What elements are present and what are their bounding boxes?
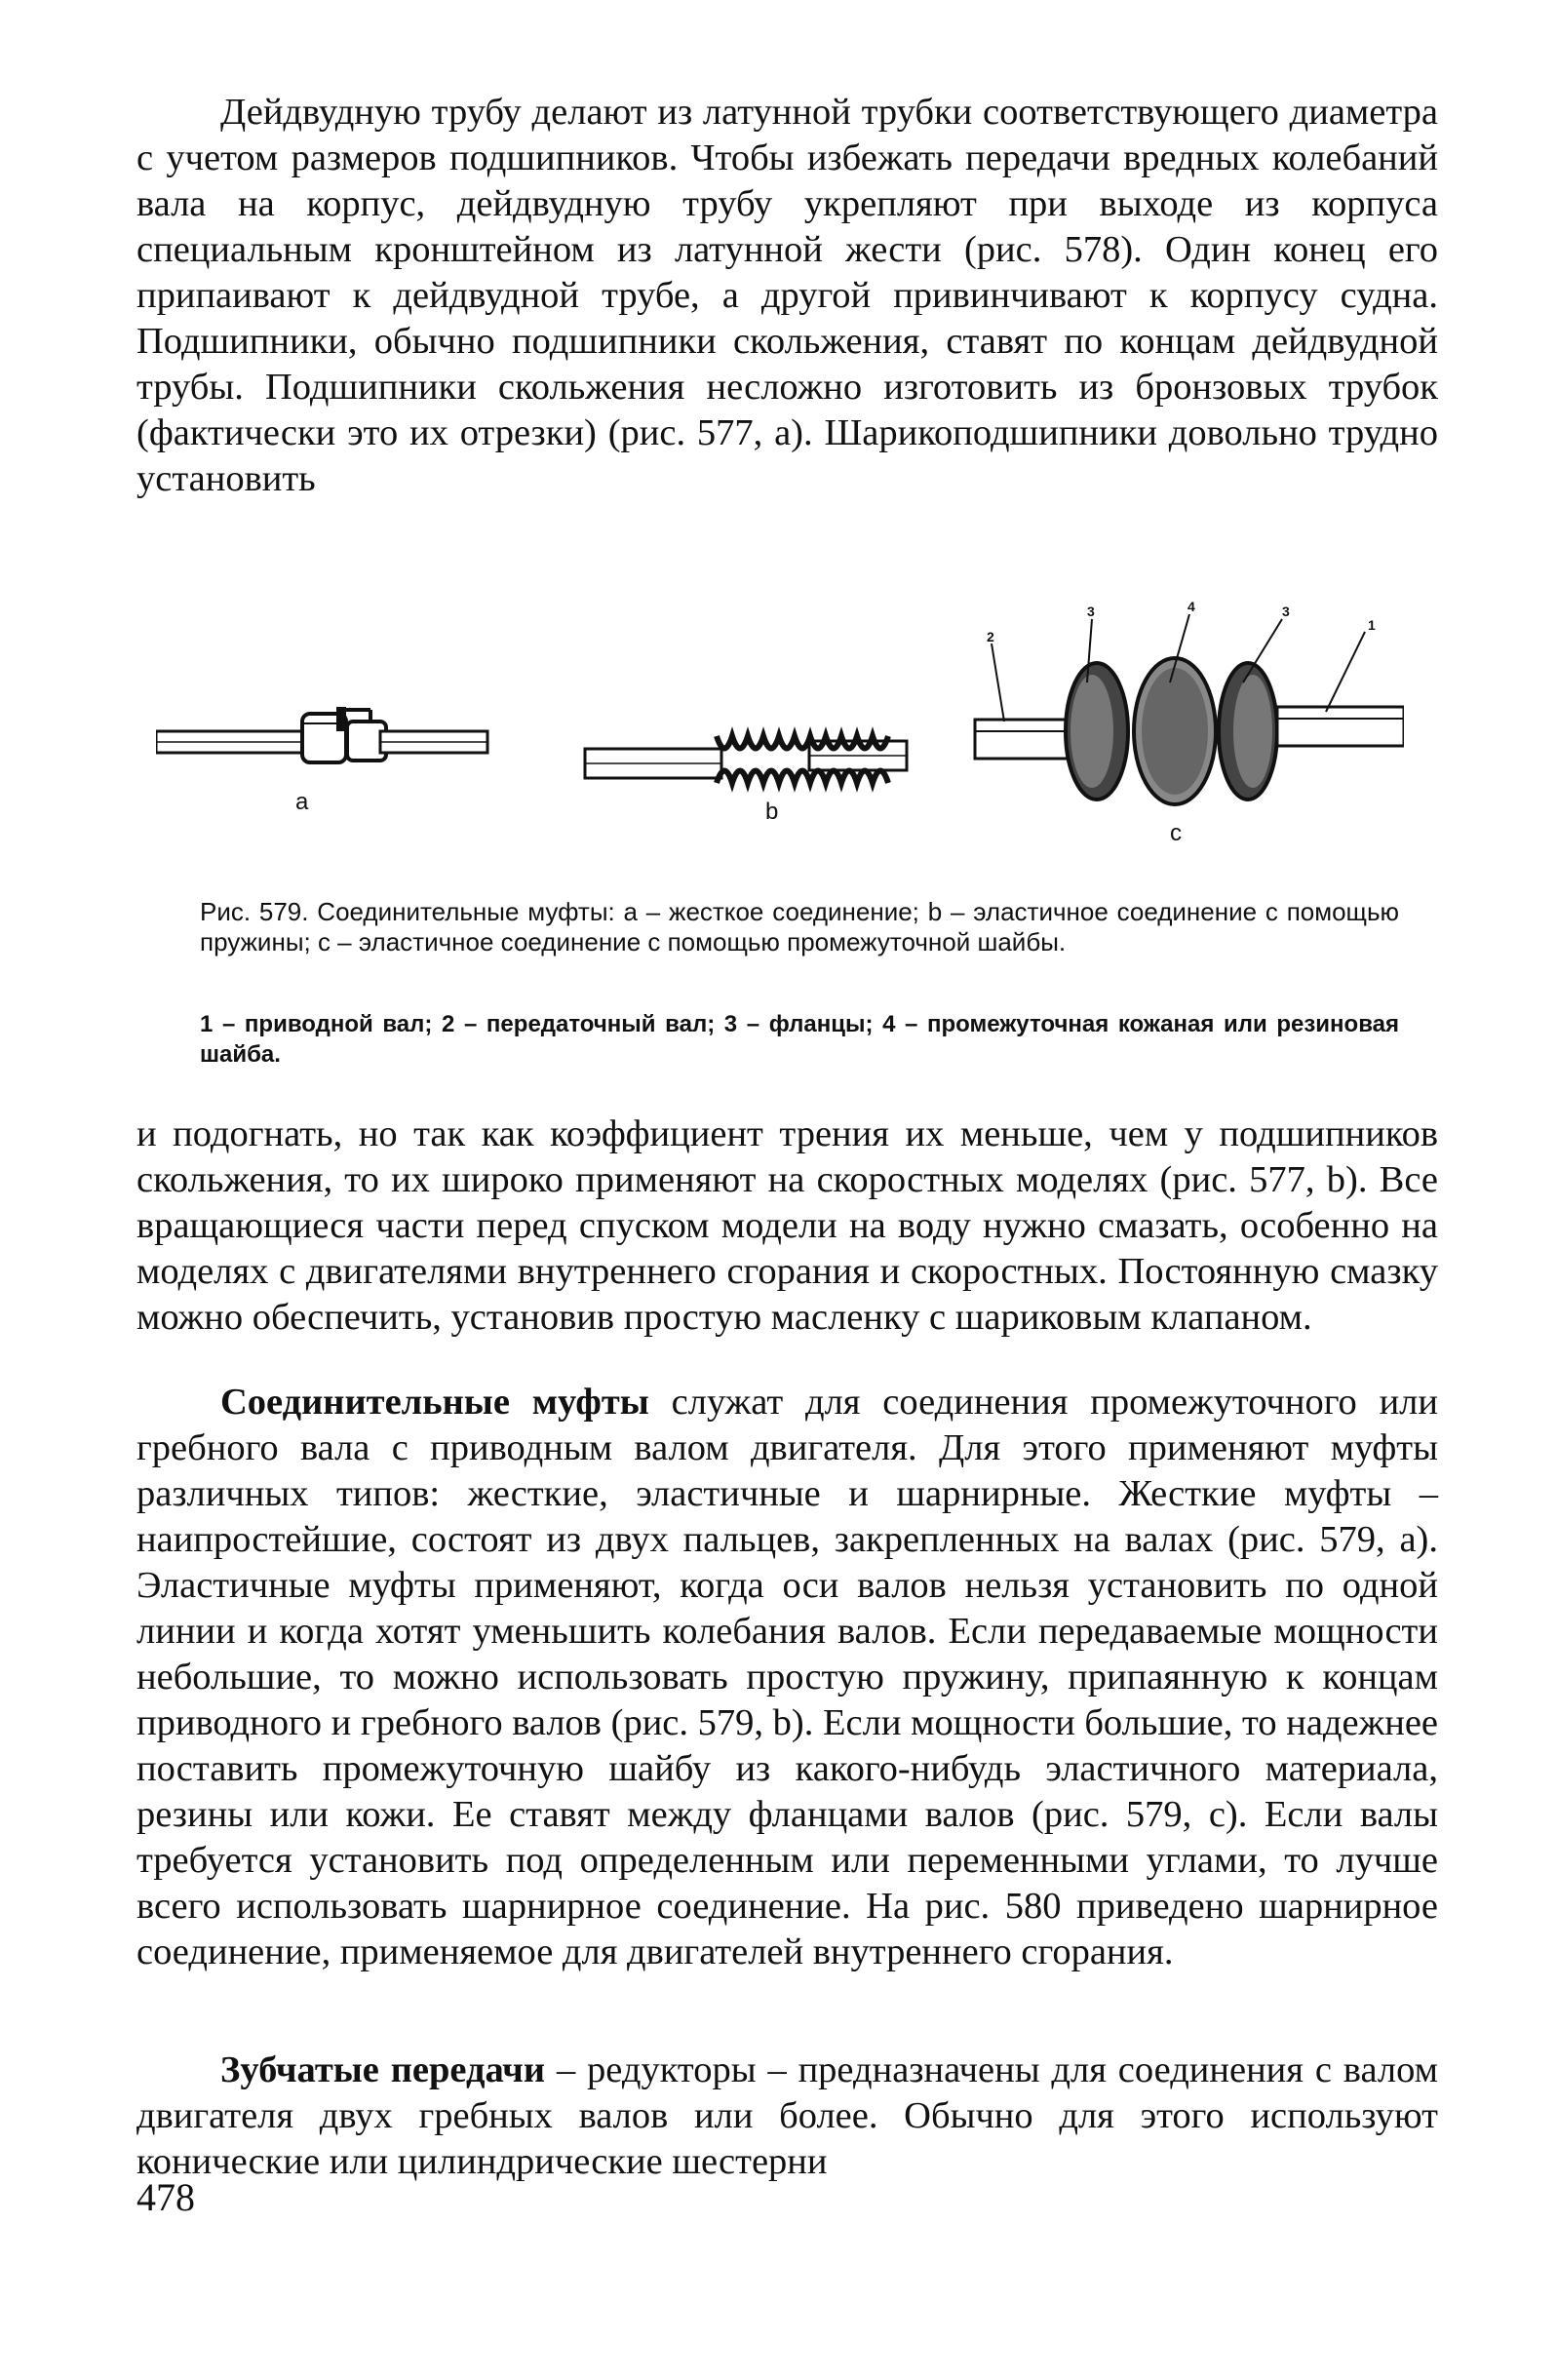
callout-3-right: 3 [1282, 604, 1290, 619]
callout-1: 1 [1368, 617, 1376, 633]
paragraph-4-text: – редукторы – предназначены для соединения с валом двигателя двух гребных валов или более. Обычно для этого используют конические или цилиндрические шестерни [136, 2049, 1438, 2182]
figure-legend: 1 – приводной вал; 2 – передаточный вал; 3 – фланцы; 4 – промежуточная кожаная или резиновая шайба. [200, 1011, 1399, 1068]
figure-label-b: b [765, 799, 779, 825]
page-number: 478 [136, 2175, 195, 2219]
paragraph-3 [136, 1380, 1438, 1975]
paragraph-4 [136, 2048, 1438, 2185]
coupling-c-drawing [975, 614, 1404, 804]
paragraph-3-text: служат для соединения промежуточного или гребного вала с приводным валом двигателя. Для этого применяют муфты различных типов: жесткие, эластичные и шарнирные. Жесткие муфты – наипростейшие, состоят из двух пальцев, закрепленных на валах (рис. 579, а). Эластичные муфты применяют, когда оси валов нельзя установить по одной линии и когда хотят уменьшить колебания валов. Если передаваемые мощности небольшие, то можно использовать простую пружину, припаянную к концам приводного и гребного валов (рис. 579, b). Если мощности большие, то надежнее поставить промежуточную шайбу из какого-нибудь эластичного материала, резины или кожи. Ее ставят между фланцами валов (рис. 579, с). Если валы требуется установить под определенным или переменными углами, то лучше всего использовать шарнирное соединение. На рис. 580 приведено шарнирное соединение, применяемое для двигателей внутреннего сгорания. [136, 1382, 1438, 1972]
coupling-b-drawing [585, 736, 907, 783]
figure-label-c: c [1170, 820, 1182, 846]
paragraph-4-lead: Зубчатые передачи [220, 2049, 546, 2090]
figure-caption: Рис. 579. Соединительные муфты: а – жесткое соединение; b – эластичное соединение с помощью пружины; с – эластичное соединение с помощью промежуточной шайбы. [200, 897, 1399, 956]
callout-2: 2 [987, 629, 994, 644]
callout-3-left: 3 [1087, 604, 1095, 619]
paragraph-3-lead: Соединительные муфты [220, 1382, 649, 1423]
coupling-a-drawing [156, 707, 487, 762]
callout-4: 4 [1187, 599, 1195, 614]
figure-label-a: a [295, 789, 309, 815]
figure-579 [156, 585, 1404, 878]
intro-paragraph: Дейдвудную трубу делают из латунной трубки соответствующего диаметра с учетом размеров подшипников. Чтобы избежать передачи вредных колебаний вала на корпус, дейдвудную трубу укрепляют при выходе из корпуса специальным кронштейном из латунной жести (рис. 578). Один конец его припаивают к дейдвудной трубе, а другой привинчивают к корпусу судна. Подшипники, обычно подшипники скольжения, ставят по концам дейдвудной трубы. Подшипники скольжения несложно изготовить из бронзовых трубок (фактически это их отрезки) (рис. 577, а). Шарикоподшипники довольно трудно установить [136, 92, 1438, 499]
paragraph-2: и подогнать, но так как коэффициент трения их меньше, чем у подшипников скольжения, то их широко применяют на скоростных моделях (рис. 577, b). Все вращающиеся части перед спуском модели на воду нужно смазать, особенно на моделях с двигателями внутреннего сгорания и скоростных. Постоянную смазку можно обеспечить, установив простую масленку с шариковым клапаном. [136, 1113, 1438, 1338]
